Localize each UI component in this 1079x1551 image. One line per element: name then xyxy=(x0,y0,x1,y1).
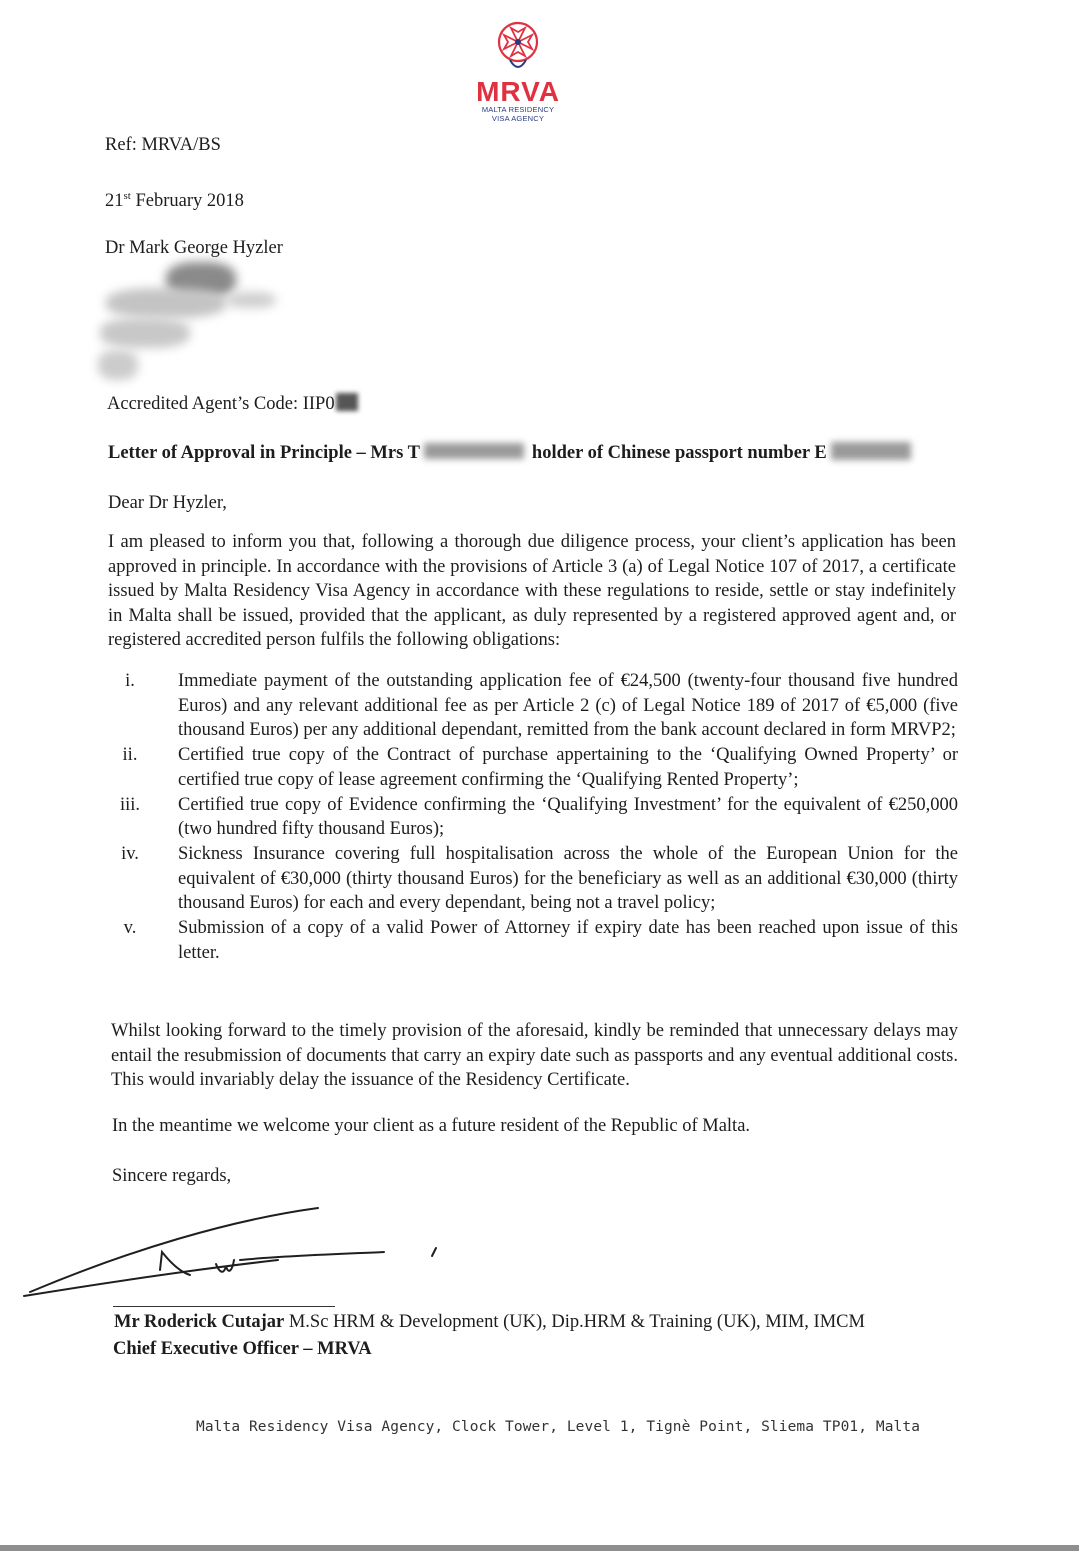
logo-wordmark: MRVA xyxy=(476,76,560,107)
list-item xyxy=(110,743,958,792)
agent-code-label: Accredited Agent’s Code: IIP0 xyxy=(107,394,335,414)
signatory-credentials: M.Sc HRM & Development (UK), Dip.HRM & Training (UK), MIM, IMCM xyxy=(284,1312,865,1332)
list-item xyxy=(110,669,958,743)
list-item-number: iv. xyxy=(121,844,139,864)
list-item-text: Certified true copy of the Contract of purchase appertaining to the ‘Qualifying Owned Property’ or certified true copy of lease agreement confirming the ‘Qualifying Rented Property’; xyxy=(178,745,958,790)
list-item-number: i. xyxy=(125,671,135,691)
list-item-text: Immediate payment of the outstanding application fee of €24,500 (twenty-four thousand five hundred Euros) and any relevant additional fee as per Article 2 (c) of Legal Notice 189 of 2017 of €5,000 (five thousand Euros) per any additional dependant, remitted from the bank account declared in form MRVP2; xyxy=(178,671,958,740)
obligations-list xyxy=(110,669,958,966)
date-day: 21 xyxy=(105,191,124,212)
salutation: Dear Dr Hyzler, xyxy=(108,493,227,513)
subject-part2: holder of Chinese passport number E xyxy=(531,443,827,463)
list-item xyxy=(110,916,958,965)
reference: Ref: MRVA/BS xyxy=(105,135,221,155)
list-item xyxy=(110,842,958,916)
redaction-mark xyxy=(336,393,358,411)
maltese-cross-icon xyxy=(496,20,540,76)
list-item xyxy=(110,793,958,842)
letter-date xyxy=(105,184,244,214)
footer-address: Malta Residency Visa Agency, Clock Tower, Level 1, Tignè Point, Sliema TP01, Malta xyxy=(196,1419,921,1435)
signatory xyxy=(114,1310,865,1335)
redaction-mark xyxy=(831,442,911,460)
agent-code xyxy=(107,392,358,417)
list-item-text: Sickness Insurance covering full hospitalisation across the whole of the European Union for the equivalent of €30,000 (thirty thousand Euros) for the beneficiary as well as an additional €30,000 (thirty thousand Euros) for each and every dependant, being not a travel policy; xyxy=(178,844,958,913)
closing: Sincere regards, xyxy=(112,1166,232,1186)
scan-edge xyxy=(0,1545,1079,1551)
date-suffix: st xyxy=(123,190,131,202)
signature-line xyxy=(113,1306,335,1307)
redaction-mark xyxy=(424,443,524,459)
mrva-logo xyxy=(468,20,568,140)
date-month-year: February 2018 xyxy=(130,191,244,212)
signatory-name: Mr Roderick Cutajar xyxy=(114,1312,285,1332)
list-item-number: ii. xyxy=(122,745,138,765)
signatory-title: Chief Executive Officer – MRVA xyxy=(113,1339,372,1359)
redacted-address xyxy=(96,258,296,386)
intro-paragraph: I am pleased to inform you that, following a thorough due diligence process, your client’s application has been approved in principle. In accordance with the provisions of Article 3 (a) of Legal Notice 107 of 2017, a certificate issued by Malta Residency Visa Agency in accordance with these regulations to reside, settle or stay indefinitely in Malta shall be issued, provided that the applicant, as duly represented by a registered approved agent and, or registered accredited person fulfils the following obligations: xyxy=(108,532,956,650)
welcome-paragraph: In the meantime we welcome your client as a future resident of the Republic of Malta. xyxy=(112,1116,751,1136)
logo-subtitle-line1: MALTA RESIDENCY xyxy=(481,105,555,114)
reminder-paragraph: Whilst looking forward to the timely provision of the aforesaid, kindly be reminded that unnecessary delays may entail the resubmission of documents that carry an expiry date such as passports and any eventual additional costs. This would invariably delay the issuance of the Residency Certificate. xyxy=(111,1021,958,1090)
list-item-number: iii. xyxy=(119,794,141,815)
list-item-text: Certified true copy of Evidence confirming the ‘Qualifying Investment’ for the equivalent of €250,000 (two hundred fifty thousand Euros); xyxy=(178,794,958,839)
subject-part1: Letter of Approval in Principle – Mrs T xyxy=(108,443,420,463)
subject-line xyxy=(108,441,968,466)
handwritten-signature xyxy=(20,1200,460,1300)
recipient-name: Dr Mark George Hyzler xyxy=(105,238,283,258)
logo-subtitle-line2: VISA AGENCY xyxy=(491,113,545,123)
list-item-text: Submission of a copy of a valid Power of Attorney if expiry date has been reached upon issue of this letter. xyxy=(178,918,958,963)
list-item-number: v. xyxy=(123,918,137,938)
